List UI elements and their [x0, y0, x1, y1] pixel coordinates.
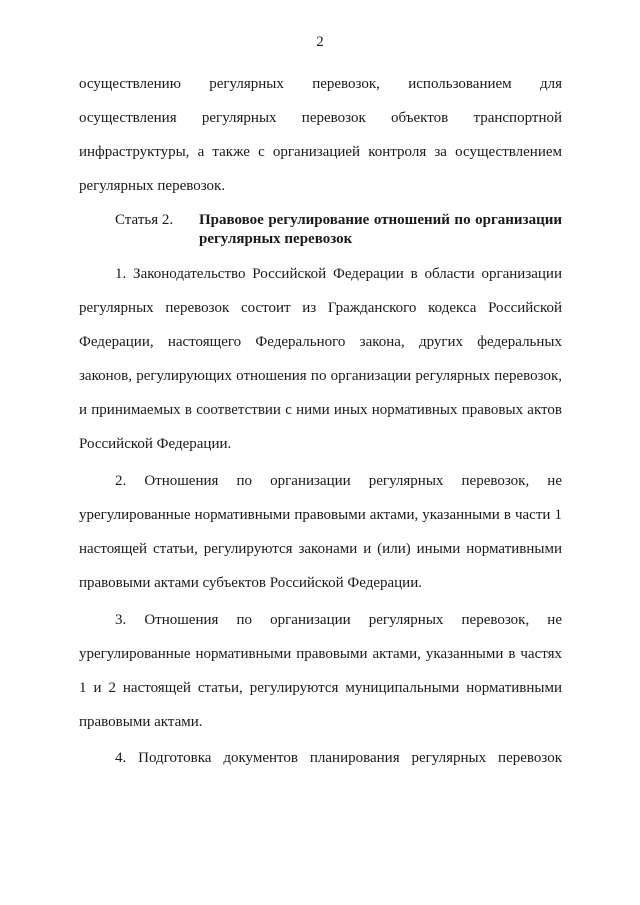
intro-paragraph [79, 67, 562, 203]
text-line: регулярных перевозок состоит из Гражданского кодекса Российской [79, 300, 562, 316]
text-line: 1. Законодательство Российской Федерации в области организации [115, 266, 562, 282]
text-line: 1 и 2 настоящей статьи, регулируются муниципальными нормативными [79, 680, 562, 696]
paragraph-2 [79, 464, 562, 600]
text-line: регулярных перевозок. [79, 178, 226, 194]
text-line: 3. Отношения по организации регулярных перевозок, не [115, 612, 562, 628]
paragraph-3 [79, 603, 562, 739]
paragraph-1 [79, 257, 562, 461]
text-line: Федерации, настоящего Федерального закона, других федеральных [79, 334, 562, 350]
article-title [199, 211, 562, 249]
text-line: урегулированные нормативными правовыми актами, указанными в частях [79, 646, 562, 662]
article-title-line: регулярных перевозок [199, 231, 353, 247]
text-line: Российской Федерации. [79, 436, 232, 452]
text-line: и принимаемых в соответствии с ними иных нормативных правовых актов [79, 402, 562, 418]
text-line: 2. Отношения по организации регулярных перевозок, не [115, 473, 562, 489]
text-line: законов, регулирующих отношения по организации регулярных перевозок, [79, 368, 562, 384]
text-line: правовыми актами субъектов Российской Федерации. [79, 575, 422, 591]
text-line: правовыми актами. [79, 714, 203, 730]
paragraph-4 [79, 741, 562, 775]
text-line: урегулированные нормативными правовыми актами, указанными в части 1 [79, 507, 562, 523]
text-line: настоящей статьи, регулируются законами и (или) иными нормативными [79, 541, 562, 557]
article-label: Статья 2. [115, 212, 174, 228]
text-line: 4. Подготовка документов планирования регулярных перевозок [115, 750, 562, 766]
page-number: 2 [316, 34, 324, 50]
article-heading [79, 211, 562, 251]
article-title-line: Правовое регулирование отношений по организации [199, 212, 562, 228]
text-line: осуществлению регулярных перевозок, использованием для [79, 76, 562, 92]
text-line: осуществления регулярных перевозок объектов транспортной [79, 110, 562, 126]
text-line: инфраструктуры, а также с организацией контроля за осуществлением [79, 144, 562, 160]
